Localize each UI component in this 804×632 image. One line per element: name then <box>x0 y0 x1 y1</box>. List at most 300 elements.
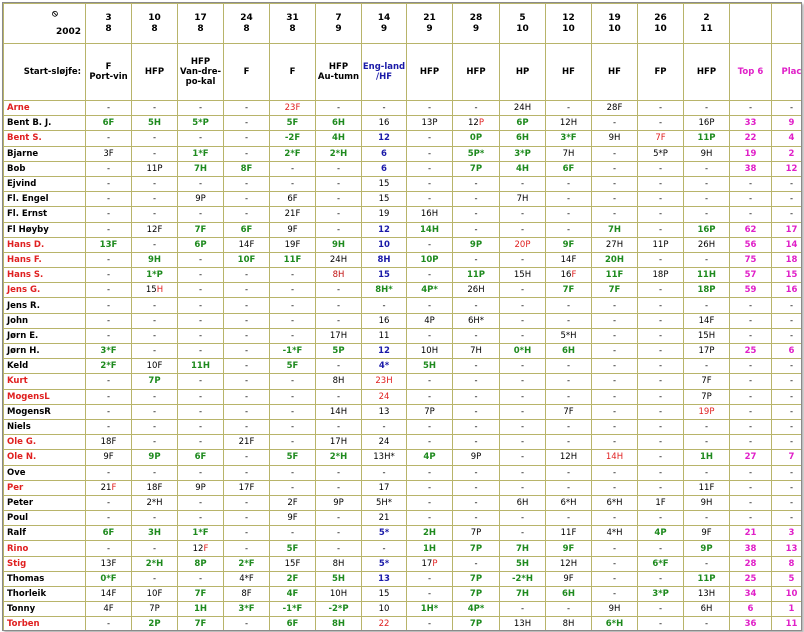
score-cell: - <box>592 207 638 222</box>
score-cell: 24 <box>362 435 407 450</box>
score-cell: 38 <box>730 541 772 556</box>
score-cell: - <box>730 192 772 207</box>
score-cell: 17 <box>362 480 407 495</box>
score-cell: - <box>178 176 224 191</box>
score-cell: - <box>132 146 178 161</box>
start-label: Start-sløjfe: <box>4 44 86 101</box>
score-cell: 15 <box>362 587 407 602</box>
score-cell: - <box>453 101 500 116</box>
score-cell: - <box>638 283 684 298</box>
score-cell: - <box>316 207 362 222</box>
score-cell: 14F <box>224 237 270 252</box>
score-cell: - <box>316 480 362 495</box>
score-cell: 9F <box>546 541 592 556</box>
score-cell: 7P <box>453 587 500 602</box>
score-cell: 6F <box>270 192 316 207</box>
participant-name: Bob <box>4 161 86 176</box>
score-cell: - <box>178 465 224 480</box>
score-cell: - <box>730 328 772 343</box>
score-cell: 13F <box>86 556 132 571</box>
score-cell: 75 <box>730 252 772 267</box>
score-cell: 5P* <box>453 146 500 161</box>
score-cell: - <box>224 176 270 191</box>
participant-name: Rino <box>4 541 86 556</box>
score-cell: - <box>316 283 362 298</box>
score-cell: 7P <box>453 161 500 176</box>
score-cell: - <box>86 374 132 389</box>
score-cell: 6P <box>178 237 224 252</box>
table-row <box>4 419 803 434</box>
score-cell: 5F <box>270 359 316 374</box>
score-cell: 13 <box>772 541 803 556</box>
score-cell: - <box>730 313 772 328</box>
score-cell: - <box>453 389 500 404</box>
score-cell: - <box>546 222 592 237</box>
score-cell: 7P <box>132 602 178 617</box>
score-cell: 5H <box>316 571 362 586</box>
score-cell: - <box>270 419 316 434</box>
score-cell: - <box>132 344 178 359</box>
score-cell: 6P <box>500 116 546 131</box>
score-cell: - <box>684 298 730 313</box>
score-cell: 7F <box>684 374 730 389</box>
score-cell: 5*P <box>638 146 684 161</box>
type-header: F <box>224 44 270 101</box>
participant-name: Per <box>4 480 86 495</box>
score-cell: - <box>592 161 638 176</box>
participant-name: Ejvind <box>4 176 86 191</box>
score-cell: - <box>178 283 224 298</box>
table-row <box>4 298 803 313</box>
score-cell: 6H <box>316 116 362 131</box>
score-cell: - <box>132 131 178 146</box>
score-cell: 4F <box>270 587 316 602</box>
table-row <box>4 313 803 328</box>
score-cell: 20H <box>592 252 638 267</box>
score-cell: - <box>546 389 592 404</box>
score-cell: - <box>772 495 803 510</box>
score-number: 16 <box>560 270 572 281</box>
score-cell: - <box>684 252 730 267</box>
score-cell: - <box>500 374 546 389</box>
score-number: 12 <box>192 543 204 554</box>
score-cell: 6F <box>270 617 316 631</box>
date-header <box>772 4 803 44</box>
type-header: Plac <box>772 44 803 101</box>
score-cell: - <box>86 404 132 419</box>
year-label: 2002 <box>55 26 81 37</box>
score-cell: - <box>86 298 132 313</box>
score-cell: - <box>407 480 453 495</box>
score-cell: - <box>178 344 224 359</box>
score-cell: 8H <box>316 374 362 389</box>
results-frame <box>2 2 802 631</box>
score-cell: - <box>407 146 453 161</box>
type-header: F Port-vin <box>86 44 132 101</box>
participant-name: Fl. Engel <box>4 192 86 207</box>
score-cell: - <box>132 541 178 556</box>
score-cell: - <box>500 602 546 617</box>
score-cell: - <box>407 435 453 450</box>
score-cell: - <box>178 298 224 313</box>
score-cell: 1H <box>178 602 224 617</box>
score-cell: 5F <box>270 450 316 465</box>
score-cell: - <box>772 404 803 419</box>
score-cell: - <box>684 101 730 116</box>
score-cell: 12 <box>772 161 803 176</box>
table-row <box>4 101 803 116</box>
score-cell: - <box>407 192 453 207</box>
type-header: HFP <box>407 44 453 101</box>
score-cell: 19 <box>730 146 772 161</box>
score-cell: 13P <box>407 116 453 131</box>
score-cell: -1*F <box>270 344 316 359</box>
score-cell <box>178 541 224 556</box>
score-cell: - <box>772 374 803 389</box>
score-cell: - <box>500 511 546 526</box>
score-cell: - <box>362 419 407 434</box>
score-cell: - <box>453 192 500 207</box>
score-cell: - <box>546 465 592 480</box>
score-cell: - <box>500 526 546 541</box>
score-cell: - <box>270 480 316 495</box>
score-number: 12 <box>468 118 479 129</box>
score-cell: - <box>684 192 730 207</box>
score-cell: - <box>546 313 592 328</box>
score-cell: 16P <box>684 222 730 237</box>
participant-name: Hans D. <box>4 237 86 252</box>
score-cell: - <box>684 465 730 480</box>
score-cell: - <box>407 176 453 191</box>
score-letter: F <box>571 270 577 281</box>
score-cell: 21F <box>270 207 316 222</box>
score-cell: - <box>500 465 546 480</box>
participant-name: Peter <box>4 495 86 510</box>
score-cell: - <box>86 207 132 222</box>
score-cell: 7F <box>638 131 684 146</box>
score-cell: - <box>224 344 270 359</box>
score-cell: - <box>407 328 453 343</box>
date-header-row <box>4 4 803 44</box>
score-letter: P <box>432 558 438 569</box>
score-cell: 27H <box>592 237 638 252</box>
score-cell: - <box>453 374 500 389</box>
date-header: 31 8 <box>270 4 316 44</box>
score-cell: - <box>592 344 638 359</box>
score-cell: - <box>178 511 224 526</box>
score-cell: - <box>453 222 500 237</box>
score-cell: 4H <box>316 131 362 146</box>
score-cell: 2*H <box>316 450 362 465</box>
score-cell: - <box>132 571 178 586</box>
score-cell: - <box>453 465 500 480</box>
score-cell: 57 <box>730 268 772 283</box>
score-cell: - <box>407 268 453 283</box>
score-cell: 4*H <box>592 526 638 541</box>
score-cell: - <box>684 207 730 222</box>
score-cell: - <box>407 587 453 602</box>
score-cell: - <box>316 419 362 434</box>
score-cell: 6F <box>86 116 132 131</box>
score-cell: 18F <box>132 480 178 495</box>
score-cell: 7H <box>500 192 546 207</box>
score-cell: - <box>178 571 224 586</box>
score-cell: - <box>592 313 638 328</box>
type-header: HF <box>546 44 592 101</box>
score-cell: 10P <box>407 252 453 267</box>
score-cell: - <box>224 374 270 389</box>
score-cell: 59 <box>730 283 772 298</box>
date-header: 17 8 <box>178 4 224 44</box>
score-cell: - <box>407 131 453 146</box>
score-cell: - <box>270 176 316 191</box>
score-cell: 17 <box>772 222 803 237</box>
date-header: 28 9 <box>453 4 500 44</box>
score-cell: - <box>453 495 500 510</box>
participant-name: MogensR <box>4 404 86 419</box>
table-row <box>4 480 803 495</box>
score-cell: 13H <box>684 587 730 602</box>
score-cell: 6*H <box>546 495 592 510</box>
date-header: 10 8 <box>132 4 178 44</box>
score-cell: - <box>638 617 684 631</box>
date-header: 7 9 <box>316 4 362 44</box>
table-row <box>4 571 803 586</box>
score-cell: 6H <box>546 587 592 602</box>
score-cell: - <box>270 374 316 389</box>
score-cell: 8H <box>546 617 592 631</box>
score-cell: 9H <box>684 146 730 161</box>
score-cell: - <box>407 161 453 176</box>
table-row <box>4 283 803 298</box>
score-cell: 6*F <box>638 556 684 571</box>
score-cell: -1*F <box>270 602 316 617</box>
table-row <box>4 328 803 343</box>
score-cell: - <box>592 571 638 586</box>
score-cell: 6 <box>362 146 407 161</box>
table-row <box>4 617 803 631</box>
score-cell: - <box>592 587 638 602</box>
score-cell: 9F <box>546 571 592 586</box>
score-cell: - <box>592 556 638 571</box>
score-cell: - <box>224 495 270 510</box>
score-cell: - <box>546 511 592 526</box>
score-cell: - <box>638 419 684 434</box>
table-row <box>4 222 803 237</box>
table-row <box>4 541 803 556</box>
score-cell: 10F <box>224 252 270 267</box>
score-cell: 7F <box>546 283 592 298</box>
score-cell: 7H <box>178 161 224 176</box>
score-cell: - <box>132 313 178 328</box>
score-cell: - <box>500 313 546 328</box>
score-cell: - <box>772 480 803 495</box>
score-cell: 9H <box>132 252 178 267</box>
score-cell: - <box>592 541 638 556</box>
score-cell: 16P <box>684 116 730 131</box>
score-cell: - <box>772 192 803 207</box>
score-cell: 6H <box>684 602 730 617</box>
score-cell: 11P <box>684 571 730 586</box>
score-cell: 13F <box>86 237 132 252</box>
score-cell: - <box>453 435 500 450</box>
score-cell: 15 <box>362 192 407 207</box>
score-cell: - <box>638 101 684 116</box>
table-row <box>4 344 803 359</box>
score-cell: - <box>178 268 224 283</box>
score-cell: 11P <box>684 131 730 146</box>
score-cell: 18P <box>638 268 684 283</box>
score-cell: - <box>638 328 684 343</box>
type-header: HFP <box>453 44 500 101</box>
score-cell: -2*P <box>316 602 362 617</box>
score-cell: - <box>772 101 803 116</box>
score-cell: - <box>224 313 270 328</box>
score-cell: - <box>500 176 546 191</box>
score-cell: 14F <box>546 252 592 267</box>
score-cell: 16 <box>362 313 407 328</box>
score-number: 15 <box>145 285 157 296</box>
score-cell: 17F <box>224 480 270 495</box>
date-header: 2 11 <box>684 4 730 44</box>
score-cell: - <box>730 207 772 222</box>
score-cell: 7H <box>500 541 546 556</box>
score-cell: - <box>453 176 500 191</box>
score-cell: 7P <box>132 374 178 389</box>
score-cell: 21 <box>730 526 772 541</box>
score-cell: - <box>86 268 132 283</box>
type-header: HP <box>500 44 546 101</box>
score-cell: 6H* <box>453 313 500 328</box>
score-cell: - <box>638 207 684 222</box>
score-cell: - <box>546 480 592 495</box>
score-cell: - <box>453 480 500 495</box>
score-cell: 5F <box>270 116 316 131</box>
score-cell: - <box>730 511 772 526</box>
score-cell: 5* <box>362 526 407 541</box>
score-cell: 1*F <box>178 526 224 541</box>
score-cell: - <box>407 571 453 586</box>
score-cell: 11F <box>546 526 592 541</box>
score-cell: 12H <box>546 556 592 571</box>
score-cell: 5H* <box>362 495 407 510</box>
score-cell: - <box>546 435 592 450</box>
score-cell: - <box>453 404 500 419</box>
participant-name: Jens G. <box>4 283 86 298</box>
score-cell: -2F <box>270 131 316 146</box>
score-cell: 3*F <box>546 131 592 146</box>
participant-name: Arne <box>4 101 86 116</box>
score-cell: 7F <box>546 404 592 419</box>
score-cell: - <box>730 101 772 116</box>
score-cell: 12 <box>362 222 407 237</box>
score-cell: 7 <box>772 450 803 465</box>
score-cell: 7F <box>592 283 638 298</box>
score-cell: - <box>86 283 132 298</box>
score-cell: - <box>546 176 592 191</box>
score-cell: - <box>224 116 270 131</box>
score-cell: 25 <box>730 344 772 359</box>
score-cell: 34 <box>730 587 772 602</box>
score-cell: 9P <box>316 495 362 510</box>
score-cell: 2*H <box>132 556 178 571</box>
type-header: Eng-land /HF <box>362 44 407 101</box>
score-cell: 8H* <box>362 283 407 298</box>
score-cell: 2 <box>772 146 803 161</box>
participant-name: Ove <box>4 465 86 480</box>
score-number: 21 <box>100 482 112 493</box>
score-cell: 62 <box>730 222 772 237</box>
score-cell: - <box>453 207 500 222</box>
score-cell: - <box>224 511 270 526</box>
score-cell: - <box>684 556 730 571</box>
score-cell: 9 <box>772 116 803 131</box>
score-cell: 7F <box>178 617 224 631</box>
score-cell: - <box>500 328 546 343</box>
type-header: HF <box>592 44 638 101</box>
score-cell: - <box>316 465 362 480</box>
score-cell: 14F <box>684 313 730 328</box>
table-row <box>4 450 803 465</box>
table-row <box>4 252 803 267</box>
score-cell: - <box>684 176 730 191</box>
score-cell: 8H <box>362 252 407 267</box>
table-row <box>4 602 803 617</box>
score-cell: - <box>86 617 132 631</box>
score-cell: - <box>592 480 638 495</box>
score-cell: 4P <box>407 450 453 465</box>
score-cell: - <box>86 419 132 434</box>
score-cell: - <box>86 131 132 146</box>
score-cell: - <box>316 176 362 191</box>
score-cell: 26H <box>684 237 730 252</box>
score-cell: - <box>132 101 178 116</box>
score-cell: 24 <box>362 389 407 404</box>
score-cell: - <box>86 511 132 526</box>
score-cell: 5F <box>270 541 316 556</box>
score-cell: 6H <box>546 344 592 359</box>
score-cell: - <box>730 176 772 191</box>
score-cell: 15 <box>362 268 407 283</box>
score-cell: 10H <box>316 587 362 602</box>
score-cell: - <box>638 313 684 328</box>
year-cell <box>4 4 86 44</box>
score-cell: 3*F <box>86 344 132 359</box>
score-cell: - <box>546 192 592 207</box>
score-cell: - <box>453 252 500 267</box>
score-cell: - <box>86 222 132 237</box>
score-cell: 1H <box>684 450 730 465</box>
score-cell: - <box>316 298 362 313</box>
score-cell: - <box>546 207 592 222</box>
score-cell: - <box>772 359 803 374</box>
score-cell: 13H* <box>362 450 407 465</box>
score-cell: - <box>178 252 224 267</box>
score-cell: - <box>407 617 453 631</box>
score-cell: - <box>772 313 803 328</box>
score-cell: - <box>638 192 684 207</box>
score-cell: 11F <box>684 480 730 495</box>
participant-name: Bjarne <box>4 146 86 161</box>
score-cell: 14H <box>407 222 453 237</box>
score-cell: - <box>638 298 684 313</box>
score-cell: - <box>546 298 592 313</box>
score-cell: - <box>86 176 132 191</box>
score-cell: 9F <box>86 450 132 465</box>
score-cell: 15 <box>362 176 407 191</box>
score-cell: 11 <box>772 617 803 631</box>
score-cell: - <box>546 374 592 389</box>
